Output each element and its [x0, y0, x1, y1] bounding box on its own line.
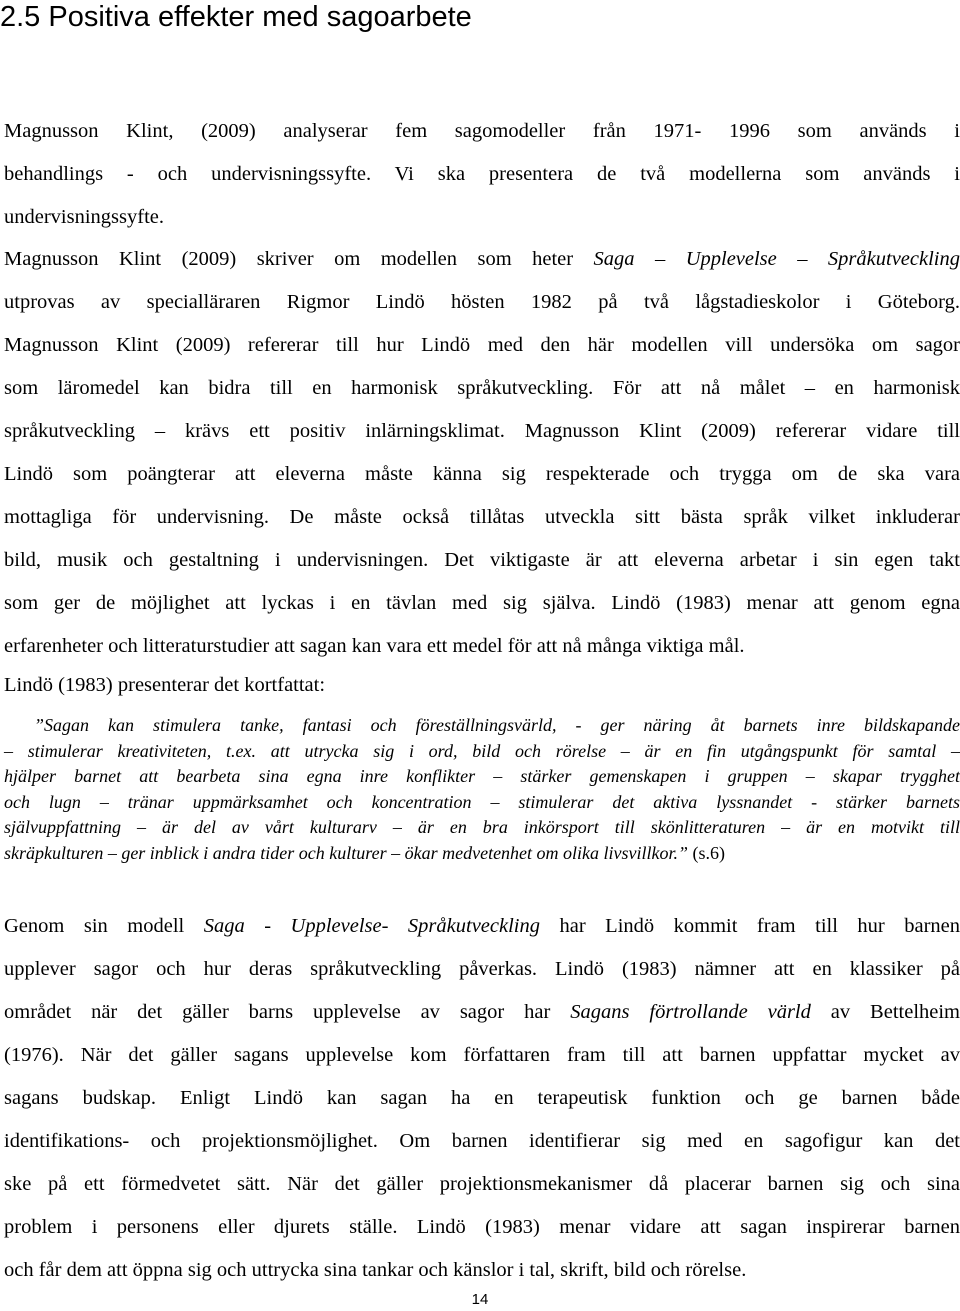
text-line: mottagliga för undervisning. De måste också tillåtas utveckla sitt bästa språk vilket inkluderar	[4, 506, 960, 528]
citation: (s.6)	[688, 842, 726, 863]
quote-line: hjälper barnet att bearbeta sina egna inre konflikter – stärker gemenskapen i gruppen – skapar trygghet	[4, 766, 960, 787]
text-line: sagans budskap. Enligt Lindö kan sagan ha en terapeutisk funktion och ge barnen både	[4, 1087, 960, 1109]
text-line: Magnusson Klint, (2009) analyserar fem sagomodeller från 1971- 1996 som används i	[4, 120, 960, 142]
model-title: Saga - Upplevelse- Språkutveckling	[203, 915, 540, 937]
text-line: erfarenheter och litteraturstudier att sagan kan vara ett medel för att nå många viktiga mål.	[4, 635, 745, 657]
text-line: utprovas av specialläraren Rigmor Lindö hösten 1982 på två lågstadieskolor i Göteborg.	[4, 291, 960, 313]
text-span: av Bettelheim	[810, 1001, 960, 1023]
text-span: området när det gäller barns upplevelse av sagor har	[4, 1001, 571, 1023]
text-span: Magnusson Klint (2009) skriver om modellen som heter	[4, 248, 594, 270]
model-title: Saga – Upplevelse – Språkutveckling	[593, 248, 960, 270]
quote-text: skräpkulturen – ger inblick i andra tider och kulturer – ökar medvetenhet om olika livsvillkor.”	[4, 842, 689, 863]
text-line: språkutveckling – krävs ett positiv inlärningsklimat. Magnusson Klint (2009) refererar vidare till	[4, 420, 960, 442]
quote-line: ”Sagan kan stimulera tanke, fantasi och föreställningsvärld, - ger näring åt barnets inre bildskapande	[34, 715, 960, 735]
block-quote	[4, 713, 960, 867]
paragraph-genom	[4, 905, 960, 1292]
quote-intro	[4, 664, 960, 707]
text-line: som ger de möjlighet att lyckas i en tävlan med sig själva. Lindö (1983) menar att genom egna	[4, 592, 960, 614]
text-line	[4, 991, 960, 1034]
text-line: Lindö (1983) presenterar det kortfattat:	[4, 674, 326, 696]
text-line: behandlings - och undervisningssyfte. Vi ska presentera de två modellerna som används i	[4, 163, 960, 185]
paragraph-intro	[4, 110, 960, 239]
text-line	[4, 905, 960, 948]
text-line: (1976). När det gäller sagans upplevelse kom författaren fram till att barnen uppfattar mycket av	[4, 1044, 960, 1066]
text-line: identifikations- och projektionsmöjlighet. Om barnen identifierar sig med en sagofigur kan det	[4, 1130, 960, 1152]
quote-line: och lugn – tränar uppmärksamhet och koncentration – stimulerar det aktiva lyssnandet - stärker barnets	[4, 791, 960, 812]
text-span: har Lindö kommit fram till hur barnen	[540, 915, 960, 937]
section-heading: 2.5 Positiva effekter med sagoarbete	[0, 1, 472, 33]
text-line: upplever sagor och hur deras språkutveckling påverkas. Lindö (1983) nämner att en klassiker på	[4, 958, 960, 980]
text-line: bild, musik och gestaltning i undervisningen. Det viktigaste är att eleverna arbetar i sin egen takt	[4, 549, 960, 571]
text-span: Genom sin modell	[4, 915, 204, 937]
book-title: Sagans förtrollande värld	[570, 1001, 811, 1023]
quote-line: – stimulerar kreativiteten, t.ex. att utrycka sig i ord, bild och rörelse – är en fin utgångspunkt för samtal –	[4, 740, 960, 761]
text-line: Magnusson Klint (2009) refererar till hur Lindö med den här modellen vill undersöka om sagor	[4, 334, 960, 356]
text-line: och får dem att öppna sig och uttrycka sina tankar och känslor i tal, skrift, bild och rörelse.	[4, 1259, 747, 1281]
text-line: som läromedel kan bidra till en harmonisk språkutveckling. För att nå målet – en harmonisk	[4, 377, 960, 399]
text-line: ske på ett förmedvetet sätt. När det gäller projektionsmekanismer då placerar barnen sig och sina	[4, 1173, 960, 1195]
text-line: problem i personens eller djurets ställe. Lindö (1983) menar vidare att sagan inspirerar barnen	[4, 1216, 960, 1238]
text-line	[4, 238, 960, 281]
quote-line	[4, 841, 960, 867]
text-line: undervisningssyfte.	[4, 206, 164, 228]
paragraph-model	[4, 238, 960, 668]
quote-line: självuppfattning – är del av vårt kulturarv – är en bra inkörsport till skönlitteraturen – är en motvikt till	[4, 817, 960, 838]
text-line: Lindö som poängterar att eleverna måste känna sig respekterade och trygga om de ska vara	[4, 463, 960, 485]
page-number: 14	[471, 1291, 489, 1308]
